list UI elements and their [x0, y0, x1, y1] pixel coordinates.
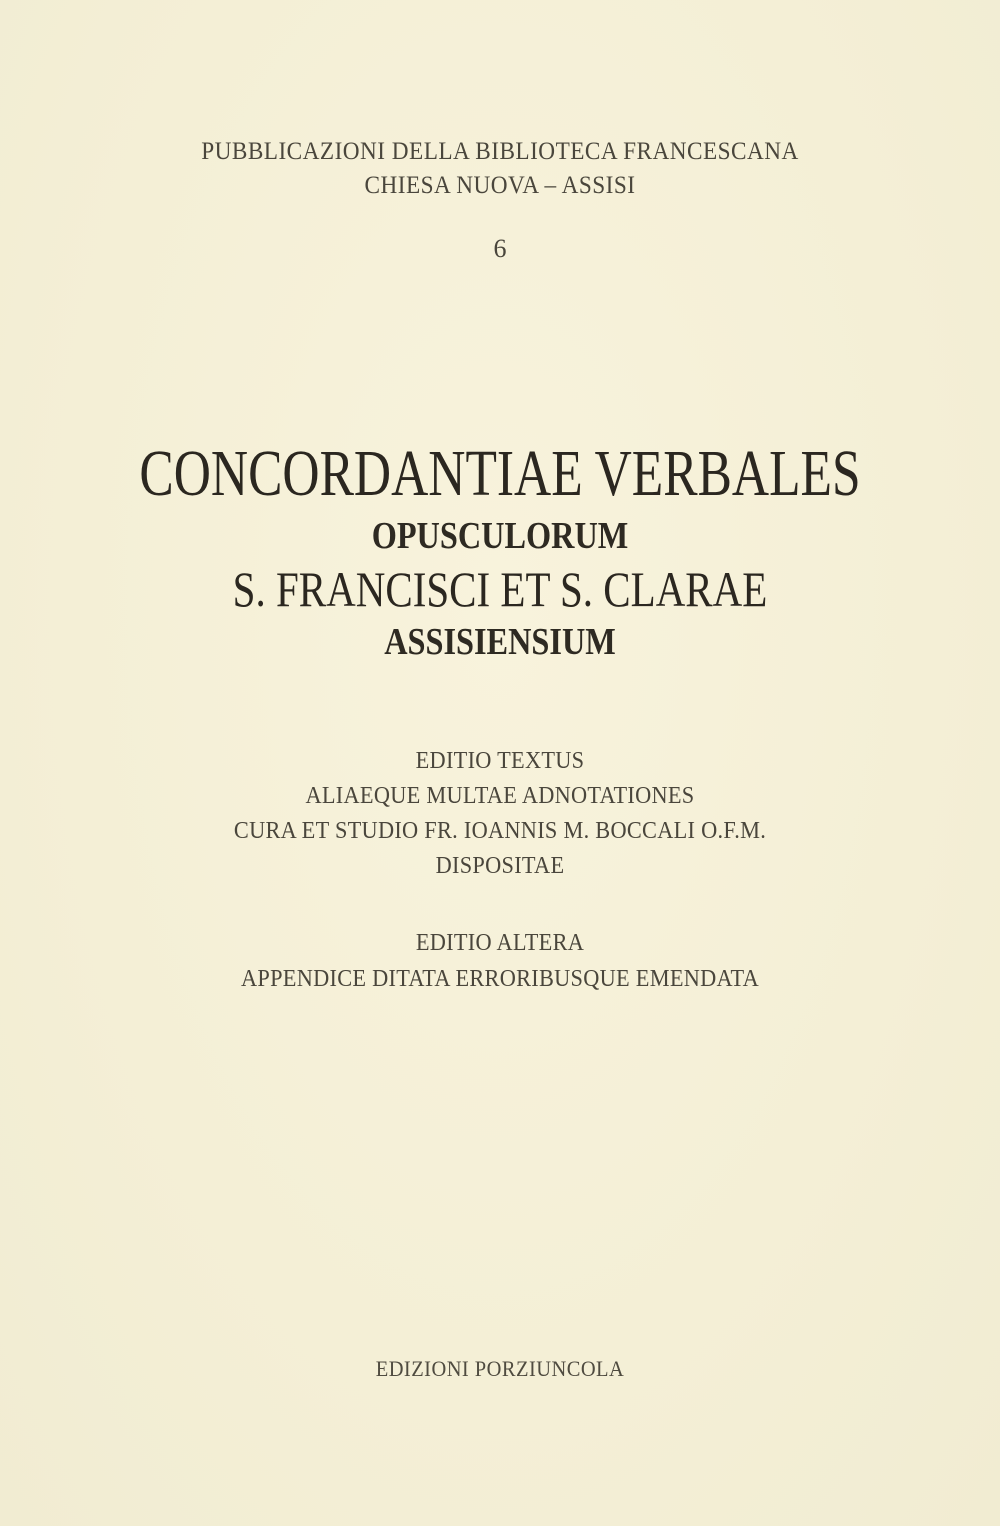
publisher-name: EDIZIONI PORZIUNCOLA: [375, 1356, 625, 1381]
edition-line-3: CURA ET STUDIO FR. IOANNIS M. BOCCALI O.F.M.: [233, 818, 767, 844]
title-saints: S. FRANCISCI ET S. CLARAE: [232, 561, 768, 617]
series-location: CHIESA NUOVA – ASSISI: [364, 172, 636, 199]
edition-line-2: ALIAEQUE MULTAE ADNOTATIONES: [305, 783, 695, 809]
title-opusculorum: OPUSCULORUM: [371, 515, 629, 557]
main-title: CONCORDANTIAE VERBALES: [139, 437, 861, 510]
edition-line-4: DISPOSITAE: [435, 853, 565, 879]
second-edition-line-1: EDITIO ALTERA: [415, 930, 585, 956]
edition-line-1: EDITIO TEXTUS: [415, 748, 585, 774]
series-number: 6: [493, 234, 507, 263]
second-edition-line-2: APPENDICE DITATA ERRORIBUSQUE EMENDATA: [240, 966, 759, 992]
series-title: PUBBLICAZIONI DELLA BIBLIOTECA FRANCESCANA: [201, 138, 799, 165]
title-assisiensium: ASSISIENSIUM: [384, 621, 616, 663]
